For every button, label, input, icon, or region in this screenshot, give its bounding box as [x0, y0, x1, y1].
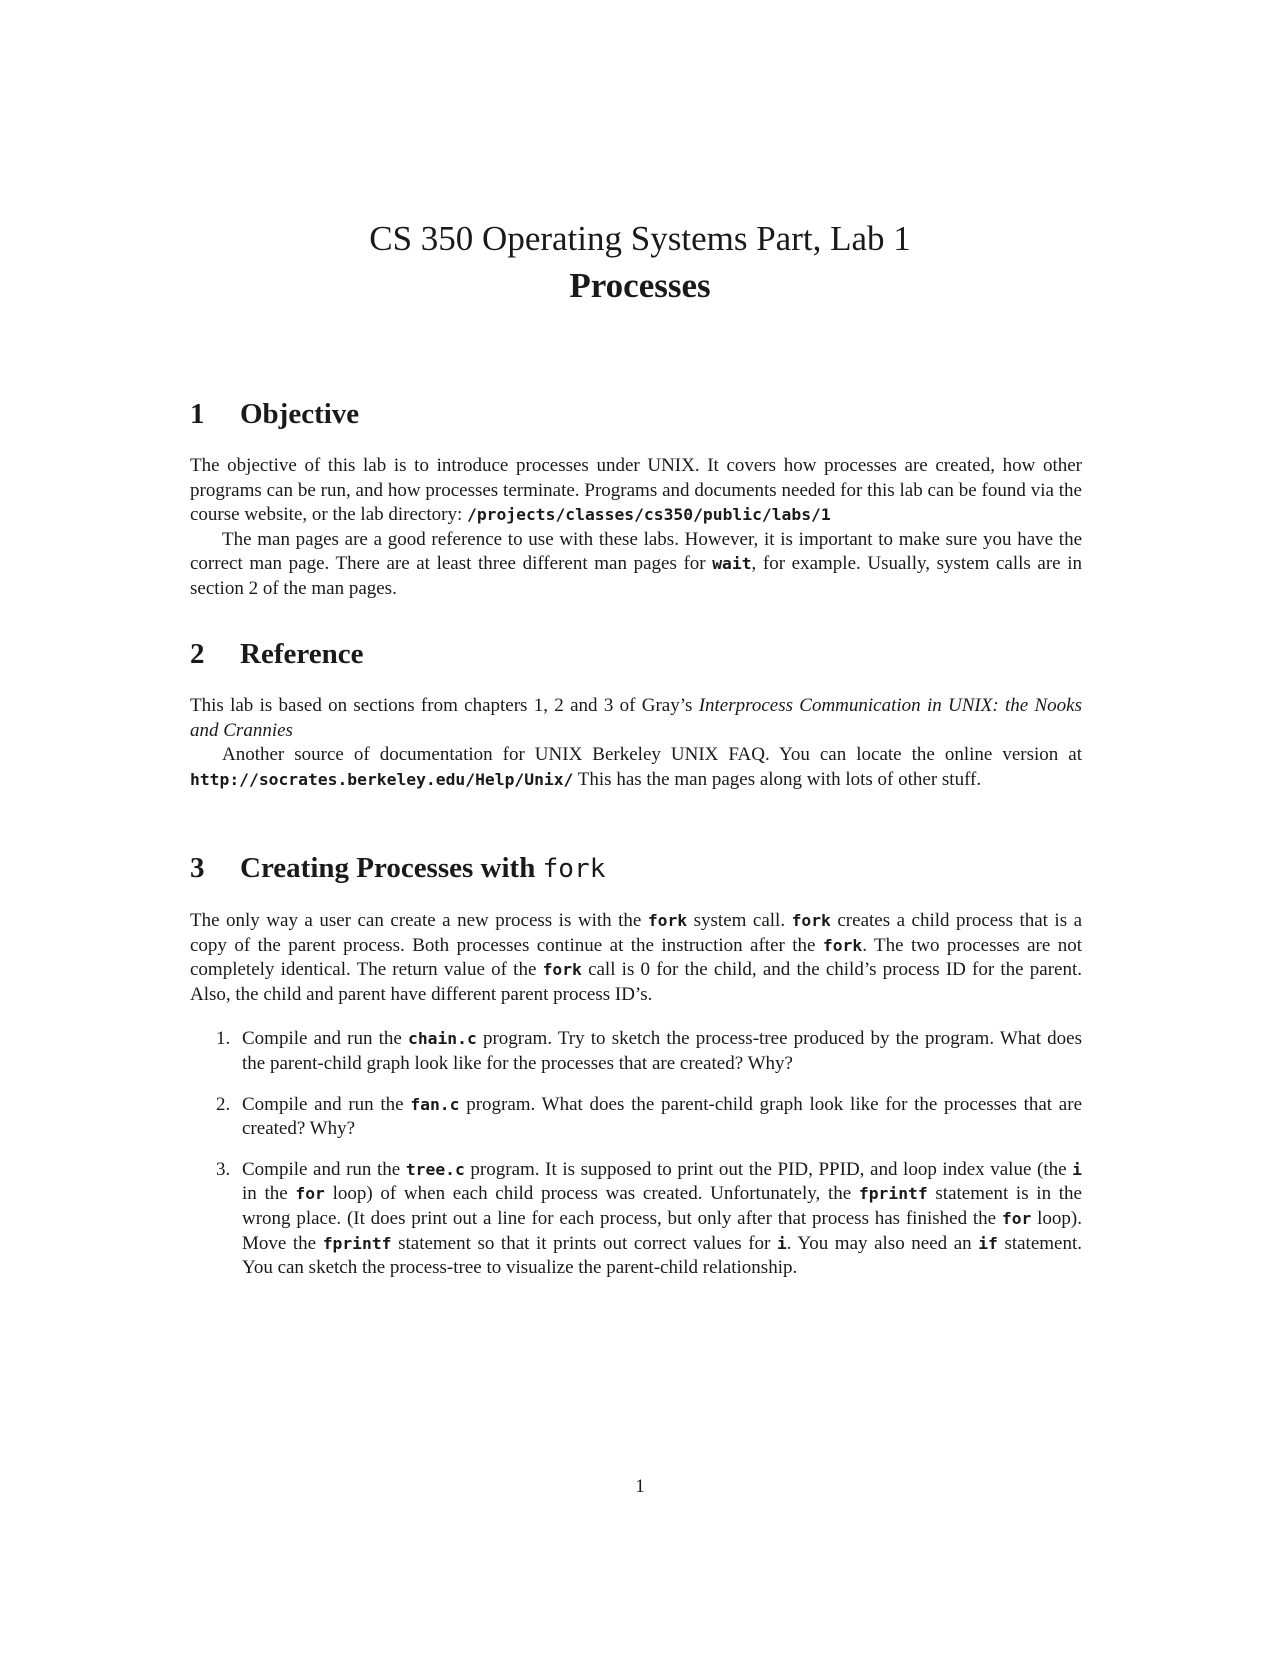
section-heading [190, 850, 1082, 887]
inline-code: chain.c [407, 1029, 477, 1049]
section-heading [190, 396, 1082, 432]
section-heading [190, 636, 1082, 672]
list-marker: 1. [216, 1028, 231, 1050]
inline-code: fork [791, 911, 831, 930]
section-number: 3 [190, 852, 205, 884]
list-marker: 3. [216, 1158, 231, 1180]
title-block [0, 216, 1280, 310]
paragraph [190, 694, 1082, 743]
inline-code: i [776, 1233, 787, 1253]
item-text: . You may also need an [786, 1232, 979, 1254]
list-item [190, 1093, 1082, 1142]
task-list [190, 1027, 1082, 1280]
inline-code: fan.c [410, 1094, 460, 1114]
section-title-code: fork [542, 854, 606, 884]
inline-code: fprintf [322, 1233, 392, 1253]
item-text: statement. You can sketch the process-tree to visualize the parent-child relationship. [242, 1232, 1083, 1279]
paragraph-text: Another source of documentation for UNIX Berkeley UNIX FAQ. You can locate the online version at [222, 744, 1082, 766]
inline-code: fprintf [858, 1184, 928, 1204]
paragraph-text: creates a child process that is a copy of the parent process. Both processes continue at the instruction after the [190, 910, 1083, 956]
inline-code: for [295, 1184, 325, 1204]
item-text: loop) of when each child process was created. Unfortunately, the [324, 1183, 859, 1205]
paragraph-text: . The two processes are not completely identical. The return value of the [190, 934, 1082, 981]
section-title: Reference [240, 638, 364, 670]
paragraph-text: , for example. Usually, system calls are in section 2 of the man pages. [190, 553, 1082, 599]
section-number: 1 [190, 398, 205, 430]
page-number: 1 [635, 1476, 645, 1497]
item-text: program. What does the parent-child graph look like for the processes that are created? Why? [242, 1093, 1082, 1140]
section-title: Creating Processes with [240, 852, 543, 884]
lab-directory-path: /projects/classes/cs350/public/labs/1 [466, 505, 831, 525]
item-text: in the [242, 1183, 296, 1205]
inline-code: fork [822, 935, 863, 955]
book-title: Interprocess Communication in UNIX: the Nooks and Crannies [190, 695, 1082, 741]
inline-code: if [978, 1233, 998, 1253]
item-text: statement is in the wrong place. (It does print out a line for each process, but only after that process has finished the [242, 1183, 1082, 1229]
item-text: Compile and run the [242, 1028, 408, 1050]
inline-code: fork [542, 960, 582, 980]
item-text: loop). Move the [242, 1207, 1082, 1254]
inline-code: i [1072, 1159, 1082, 1179]
document-title: CS 350 Operating Systems Part, Lab 1 [369, 219, 911, 258]
list-item [190, 1158, 1082, 1281]
paragraph [190, 909, 1082, 1007]
paragraph-text: The man pages are a good reference to use with these labs. However, it is important to make sure you have the correct man page. There are at least three different man pages for [190, 528, 1082, 575]
list-marker: 2. [216, 1093, 231, 1115]
section-objective [190, 396, 1082, 602]
section-number: 2 [190, 638, 205, 670]
inline-code: fork [647, 911, 688, 930]
paragraph-text: This has the man pages along with lots of other stuff. [573, 768, 982, 790]
inline-code: wait [712, 554, 752, 574]
section-title: Objective [240, 398, 360, 430]
paragraph-text: system call. [687, 910, 792, 931]
item-text: Compile and run the [242, 1158, 406, 1180]
paragraph [190, 528, 1082, 602]
document-subtitle: Processes [569, 266, 711, 305]
item-text: Compile and run the [242, 1093, 411, 1115]
paragraph [190, 743, 1082, 792]
paragraph-text: This lab is based on sections from chapters 1, 2 and 3 of Gray’s [190, 695, 699, 716]
item-text: program. Try to sketch the process-tree produced by the program. What does the parent-child graph look like for the processes that are created? Why? [242, 1028, 1082, 1074]
item-text: statement so that it prints out correct values for [391, 1232, 777, 1254]
section-reference [190, 636, 1082, 792]
inline-code: tree.c [405, 1159, 465, 1179]
item-text: program. It is supposed to print out the PID, PPID, and loop index value (the [464, 1158, 1073, 1180]
reference-url[interactable]: http://socrates.berkeley.edu/Help/Unix/ [190, 769, 574, 789]
paragraph [190, 454, 1082, 528]
paragraph-text: call is 0 for the child, and the child’s process ID for the parent. Also, the child and parent have different parent process ID’s. [190, 959, 1082, 1005]
section-creating-processes [190, 850, 1082, 1297]
paragraph-text: The only way a user can create a new process is with the [190, 910, 648, 931]
inline-code: for [1001, 1208, 1032, 1228]
paragraph-text: The objective of this lab is to introduce processes under UNIX. It covers how processes are created, how other programs can be run, and how processes terminate. Programs and documents needed for this lab can be found via the course website, or the lab directory: [190, 455, 1082, 526]
list-item [190, 1027, 1082, 1076]
